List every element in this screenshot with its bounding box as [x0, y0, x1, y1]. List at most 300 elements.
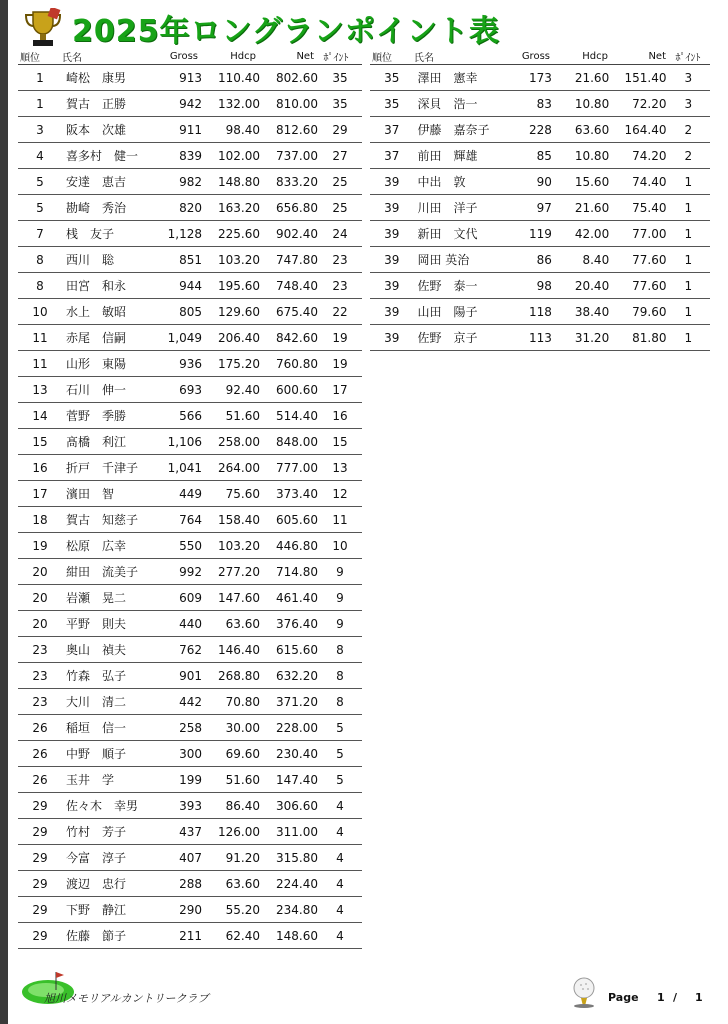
table-row	[18, 559, 362, 585]
rank-cell: 11	[32, 330, 48, 345]
ranking-table-left	[18, 48, 362, 949]
rank-cell: 39	[384, 252, 400, 267]
table-row	[18, 689, 362, 715]
table-row	[18, 455, 362, 481]
rank-cell: 13	[32, 382, 48, 397]
net-cell: 74.40	[632, 174, 667, 189]
gross-cell: 173	[528, 70, 552, 85]
gross-cell: 851	[179, 252, 202, 267]
gross-cell: 693	[179, 382, 202, 397]
name-cell: 折戸 千津子	[66, 461, 139, 475]
rank-cell: 23	[32, 642, 48, 657]
net-cell: 306.60	[276, 798, 318, 813]
page-total: 1	[695, 991, 703, 1004]
points-cell: 24	[332, 226, 348, 241]
rank-cell: 39	[384, 200, 400, 215]
header-points: ﾎﾟｲﾝﾄ	[323, 52, 349, 64]
rank-cell: 29	[32, 824, 48, 839]
hdcp-cell: 10.80	[574, 148, 610, 163]
page-separator: /	[673, 991, 678, 1004]
points-cell: 1	[684, 304, 693, 319]
net-cell: 714.80	[276, 564, 318, 579]
hdcp-cell: 148.80	[218, 174, 260, 189]
name-cell: 澤田 憲幸	[417, 71, 478, 85]
points-cell: 13	[332, 460, 348, 475]
gross-cell: 820	[179, 200, 202, 215]
page-current: 1	[657, 991, 665, 1004]
points-cell: 23	[332, 252, 348, 267]
gross-cell: 911	[179, 122, 202, 137]
name-cell: 水上 敏昭	[66, 305, 127, 319]
hdcp-cell: 103.20	[218, 252, 260, 267]
name-cell: 竹森 弘子	[66, 669, 127, 683]
net-cell: 446.80	[276, 538, 318, 553]
name-cell: 賀古 知慈子	[66, 513, 139, 527]
hdcp-cell: 63.60	[225, 876, 260, 891]
hdcp-cell: 258.00	[218, 434, 260, 449]
hdcp-cell: 63.60	[574, 122, 610, 137]
points-cell: 4	[336, 824, 344, 839]
points-cell: 27	[332, 148, 348, 163]
rank-cell: 7	[36, 226, 44, 241]
net-cell: 737.00	[276, 148, 318, 163]
points-cell: 5	[336, 720, 344, 735]
name-cell: 佐野 泰一	[417, 279, 478, 293]
hdcp-cell: 86.40	[225, 798, 260, 813]
name-cell: 菅野 季勝	[66, 409, 127, 423]
table-row	[370, 325, 710, 351]
points-cell: 1	[684, 330, 693, 345]
points-cell: 25	[332, 200, 348, 215]
table-row	[18, 91, 362, 117]
points-cell: 16	[332, 408, 348, 423]
name-cell: 稲垣 信一	[66, 721, 127, 735]
gross-cell: 936	[179, 356, 202, 371]
name-cell: 平野 則夫	[66, 617, 127, 631]
net-cell: 842.60	[276, 330, 318, 345]
hdcp-cell: 175.20	[218, 356, 260, 371]
name-cell: 賀古 正勝	[66, 97, 127, 111]
table-body-left	[18, 65, 362, 949]
hdcp-cell: 110.40	[218, 70, 260, 85]
table-row	[18, 481, 362, 507]
name-cell: 深貝 浩一	[417, 97, 478, 111]
net-cell: 75.40	[632, 200, 667, 215]
table-row	[18, 637, 362, 663]
name-cell: 田宮 和永	[66, 279, 127, 293]
rank-cell: 5	[36, 200, 44, 215]
name-cell: 岡田 英治	[417, 253, 470, 267]
gross-cell: 211	[179, 928, 202, 943]
rank-cell: 35	[384, 70, 400, 85]
points-cell: 2	[684, 148, 693, 163]
table-row	[18, 819, 362, 845]
gross-cell: 288	[179, 876, 202, 891]
gross-cell: 944	[179, 278, 202, 293]
rank-cell: 29	[32, 850, 48, 865]
name-cell: 紺田 流美子	[66, 565, 139, 579]
points-cell: 15	[332, 434, 348, 449]
table-row	[18, 897, 362, 923]
gross-cell: 449	[179, 486, 202, 501]
gross-cell: 86	[536, 252, 552, 267]
gross-cell: 1,041	[167, 460, 202, 475]
name-cell: 佐野 京子	[417, 331, 478, 345]
header-hdcp: Hdcp	[582, 50, 608, 62]
rank-cell: 8	[36, 278, 44, 293]
gross-cell: 119	[528, 226, 552, 241]
name-cell: 山形 東陽	[66, 357, 127, 371]
net-cell: 615.60	[276, 642, 318, 657]
table-header	[370, 48, 710, 65]
net-cell: 77.00	[632, 226, 667, 241]
table-row	[18, 117, 362, 143]
net-cell: 848.00	[276, 434, 318, 449]
net-cell: 802.60	[276, 70, 318, 85]
gross-cell: 913	[179, 70, 202, 85]
rank-cell: 19	[32, 538, 48, 553]
net-cell: 632.20	[276, 668, 318, 683]
page-edge	[0, 0, 8, 1024]
name-cell: 奥山 禎夫	[66, 643, 127, 657]
rank-cell: 10	[32, 304, 48, 319]
name-cell: 髙橋 利江	[66, 435, 127, 449]
points-cell: 8	[336, 694, 344, 709]
name-cell: 中野 順子	[66, 747, 127, 761]
points-cell: 19	[332, 330, 348, 345]
table-row	[18, 169, 362, 195]
table-row	[18, 325, 362, 351]
table-row	[18, 351, 362, 377]
name-cell: 松原 広幸	[66, 539, 127, 553]
hdcp-cell: 38.40	[574, 304, 610, 319]
rank-cell: 3	[36, 122, 44, 137]
hdcp-cell: 20.40	[574, 278, 610, 293]
points-cell: 19	[332, 356, 348, 371]
gross-cell: 805	[179, 304, 202, 319]
name-cell: 安達 恵吉	[66, 175, 127, 189]
gross-cell: 764	[179, 512, 202, 527]
table-row	[18, 585, 362, 611]
name-cell: 下野 静江	[66, 903, 127, 917]
name-cell: 濱田 智	[66, 487, 115, 501]
gross-cell: 1,128	[167, 226, 202, 241]
rank-cell: 37	[384, 122, 400, 137]
table-row	[370, 299, 710, 325]
rank-cell: 35	[384, 96, 400, 111]
table-row	[18, 299, 362, 325]
rank-cell: 1	[36, 70, 44, 85]
table-header	[18, 48, 362, 65]
header-gross: Gross	[169, 50, 198, 62]
points-cell: 5	[336, 772, 344, 787]
gross-cell: 258	[179, 720, 202, 735]
table-row	[370, 221, 710, 247]
table-row	[18, 663, 362, 689]
table-row	[18, 845, 362, 871]
name-cell: 佐々木 幸男	[66, 799, 139, 813]
net-cell: 228.00	[276, 720, 318, 735]
name-cell: 竹村 芳子	[66, 825, 127, 839]
net-cell: 810.00	[276, 96, 318, 111]
points-cell: 4	[336, 902, 344, 917]
points-cell: 12	[332, 486, 348, 501]
points-cell: 5	[336, 746, 344, 761]
rank-cell: 20	[32, 590, 48, 605]
points-cell: 4	[336, 876, 344, 891]
golf-ball-icon	[570, 976, 600, 1008]
table-row	[18, 65, 362, 91]
table-row	[370, 143, 710, 169]
gross-cell: 113	[528, 330, 552, 345]
hdcp-cell: 51.60	[225, 408, 260, 423]
hdcp-cell: 15.60	[574, 174, 610, 189]
table-row	[18, 273, 362, 299]
table-row	[18, 923, 362, 949]
rank-cell: 39	[384, 174, 400, 189]
points-cell: 35	[332, 70, 348, 85]
rank-cell: 39	[384, 330, 400, 345]
net-cell: 81.80	[632, 330, 667, 345]
hdcp-cell: 195.60	[218, 278, 260, 293]
gross-cell: 440	[179, 616, 202, 631]
points-cell: 4	[336, 928, 344, 943]
net-cell: 79.60	[632, 304, 667, 319]
rank-cell: 5	[36, 174, 44, 189]
rank-cell: 11	[32, 356, 48, 371]
net-cell: 747.80	[276, 252, 318, 267]
table-row	[18, 507, 362, 533]
table-row	[18, 221, 362, 247]
gross-cell: 83	[536, 96, 552, 111]
hdcp-cell: 147.60	[218, 590, 260, 605]
gross-cell: 228	[528, 122, 552, 137]
name-cell: 今富 淳子	[66, 851, 127, 865]
points-cell: 1	[684, 226, 693, 241]
rank-cell: 23	[32, 694, 48, 709]
table-row	[18, 403, 362, 429]
points-cell: 8	[336, 668, 344, 683]
name-cell: 崎松 康男	[66, 71, 127, 85]
table-row	[370, 247, 710, 273]
net-cell: 77.60	[632, 252, 667, 267]
net-cell: 234.80	[276, 902, 318, 917]
net-cell: 376.40	[276, 616, 318, 631]
table-row	[18, 143, 362, 169]
rank-cell: 8	[36, 252, 44, 267]
gross-cell: 1,106	[167, 434, 202, 449]
net-cell: 315.80	[276, 850, 318, 865]
table-row	[18, 715, 362, 741]
points-cell: 8	[336, 642, 344, 657]
gross-cell: 300	[179, 746, 202, 761]
gross-cell: 90	[536, 174, 552, 189]
table-row	[18, 767, 362, 793]
rank-cell: 39	[384, 278, 400, 293]
gross-cell: 97	[536, 200, 552, 215]
net-cell: 148.60	[276, 928, 318, 943]
points-cell: 11	[332, 512, 348, 527]
rank-cell: 29	[32, 902, 48, 917]
net-cell: 461.40	[276, 590, 318, 605]
net-cell: 514.40	[276, 408, 318, 423]
header-net: Net	[648, 50, 666, 62]
net-cell: 812.60	[276, 122, 318, 137]
points-cell: 3	[684, 96, 693, 111]
gross-cell: 762	[179, 642, 202, 657]
name-cell: 伊藤 嘉奈子	[417, 123, 490, 137]
rank-cell: 15	[32, 434, 48, 449]
points-cell: 4	[336, 850, 344, 865]
gross-cell: 566	[179, 408, 202, 423]
points-cell: 9	[336, 616, 344, 631]
hdcp-cell: 268.80	[218, 668, 260, 683]
name-cell: 前田 輝雄	[417, 149, 478, 163]
hdcp-cell: 55.20	[225, 902, 260, 917]
points-cell: 1	[684, 278, 693, 293]
points-cell: 1	[684, 174, 693, 189]
gross-cell: 901	[179, 668, 202, 683]
net-cell: 656.80	[276, 200, 318, 215]
hdcp-cell: 225.60	[218, 226, 260, 241]
net-cell: 224.40	[276, 876, 318, 891]
gross-cell: 839	[179, 148, 202, 163]
hdcp-cell: 91.20	[225, 850, 260, 865]
name-cell: 渡辺 忠行	[66, 877, 127, 891]
net-cell: 760.80	[276, 356, 318, 371]
rank-cell: 29	[32, 798, 48, 813]
net-cell: 77.60	[632, 278, 667, 293]
name-cell: 阪本 次雄	[66, 123, 127, 137]
gross-cell: 1,049	[167, 330, 202, 345]
gross-cell: 442	[179, 694, 202, 709]
points-cell: 2	[684, 122, 693, 137]
points-cell: 9	[336, 590, 344, 605]
points-cell: 1	[684, 252, 693, 267]
gross-cell: 437	[179, 824, 202, 839]
hdcp-cell: 42.00	[574, 226, 610, 241]
gross-cell: 942	[179, 96, 202, 111]
table-row	[18, 429, 362, 455]
points-cell: 25	[332, 174, 348, 189]
hdcp-cell: 103.20	[218, 538, 260, 553]
gross-cell: 550	[179, 538, 202, 553]
net-cell: 902.40	[276, 226, 318, 241]
name-cell: 勘崎 秀治	[66, 201, 127, 215]
gross-cell: 982	[179, 174, 202, 189]
hdcp-cell: 98.40	[225, 122, 260, 137]
trophy-icon	[20, 8, 66, 48]
table-row	[370, 91, 710, 117]
net-cell: 147.40	[276, 772, 318, 787]
gross-cell: 393	[179, 798, 202, 813]
table-row	[370, 117, 710, 143]
hdcp-cell: 75.60	[225, 486, 260, 501]
name-cell: 赤尾 信嗣	[66, 331, 127, 345]
hdcp-cell: 129.60	[218, 304, 260, 319]
table-row	[370, 273, 710, 299]
table-row	[18, 195, 362, 221]
header-rank: 順位	[20, 52, 40, 64]
rank-cell: 26	[32, 772, 48, 787]
hdcp-cell: 264.00	[218, 460, 260, 475]
hdcp-cell: 31.20	[574, 330, 610, 345]
net-cell: 373.40	[276, 486, 318, 501]
gross-cell: 118	[528, 304, 552, 319]
hdcp-cell: 92.40	[225, 382, 260, 397]
table-row	[18, 247, 362, 273]
table-body-right	[370, 65, 710, 351]
points-cell: 10	[332, 538, 348, 553]
gross-cell: 290	[179, 902, 202, 917]
rank-cell: 17	[32, 486, 48, 501]
gross-cell: 199	[179, 772, 202, 787]
hdcp-cell: 30.00	[225, 720, 260, 735]
ranking-table-right	[370, 48, 710, 351]
hdcp-cell: 126.00	[218, 824, 260, 839]
table-row	[18, 741, 362, 767]
rank-cell: 18	[32, 512, 48, 527]
hdcp-cell: 8.40	[582, 252, 610, 267]
table-row	[18, 377, 362, 403]
hdcp-cell: 158.40	[218, 512, 260, 527]
header-hdcp: Hdcp	[230, 50, 256, 62]
hdcp-cell: 21.60	[574, 200, 610, 215]
rank-cell: 26	[32, 746, 48, 761]
hdcp-cell: 206.40	[218, 330, 260, 345]
name-cell: 川田 洋子	[417, 201, 478, 215]
hdcp-cell: 69.60	[225, 746, 260, 761]
hdcp-cell: 146.40	[218, 642, 260, 657]
header-points: ﾎﾟｲﾝﾄ	[675, 52, 701, 64]
page-label: Page	[608, 991, 639, 1004]
rank-cell: 29	[32, 928, 48, 943]
rank-cell: 29	[32, 876, 48, 891]
net-cell: 833.20	[276, 174, 318, 189]
points-cell: 1	[684, 200, 693, 215]
net-cell: 675.40	[276, 304, 318, 319]
title-block	[20, 6, 500, 50]
rank-cell: 39	[384, 304, 400, 319]
net-cell: 230.40	[276, 746, 318, 761]
gross-cell: 98	[536, 278, 552, 293]
hdcp-cell: 163.20	[218, 200, 260, 215]
rank-cell: 4	[36, 148, 44, 163]
points-cell: 4	[336, 798, 344, 813]
points-cell: 29	[332, 122, 348, 137]
points-cell: 22	[332, 304, 348, 319]
hdcp-cell: 70.80	[225, 694, 260, 709]
points-cell: 3	[684, 70, 693, 85]
net-cell: 371.20	[276, 694, 318, 709]
table-row	[370, 195, 710, 221]
net-cell: 311.00	[276, 824, 318, 839]
name-cell: 石川 伸一	[66, 383, 127, 397]
club-name: 旭川メモリアルカントリークラブ	[44, 992, 209, 1005]
net-cell: 777.00	[276, 460, 318, 475]
hdcp-cell: 102.00	[218, 148, 260, 163]
page-title: 2025年ロングランポイント表	[72, 14, 500, 49]
name-cell: 山田 陽子	[417, 305, 478, 319]
rank-cell: 37	[384, 148, 400, 163]
name-cell: 玉井 学	[66, 773, 115, 787]
gross-cell: 85	[536, 148, 552, 163]
hdcp-cell: 63.60	[225, 616, 260, 631]
table-row	[370, 65, 710, 91]
rank-cell: 14	[32, 408, 48, 423]
rank-cell: 39	[384, 226, 400, 241]
name-cell: 中出 敦	[417, 175, 466, 189]
